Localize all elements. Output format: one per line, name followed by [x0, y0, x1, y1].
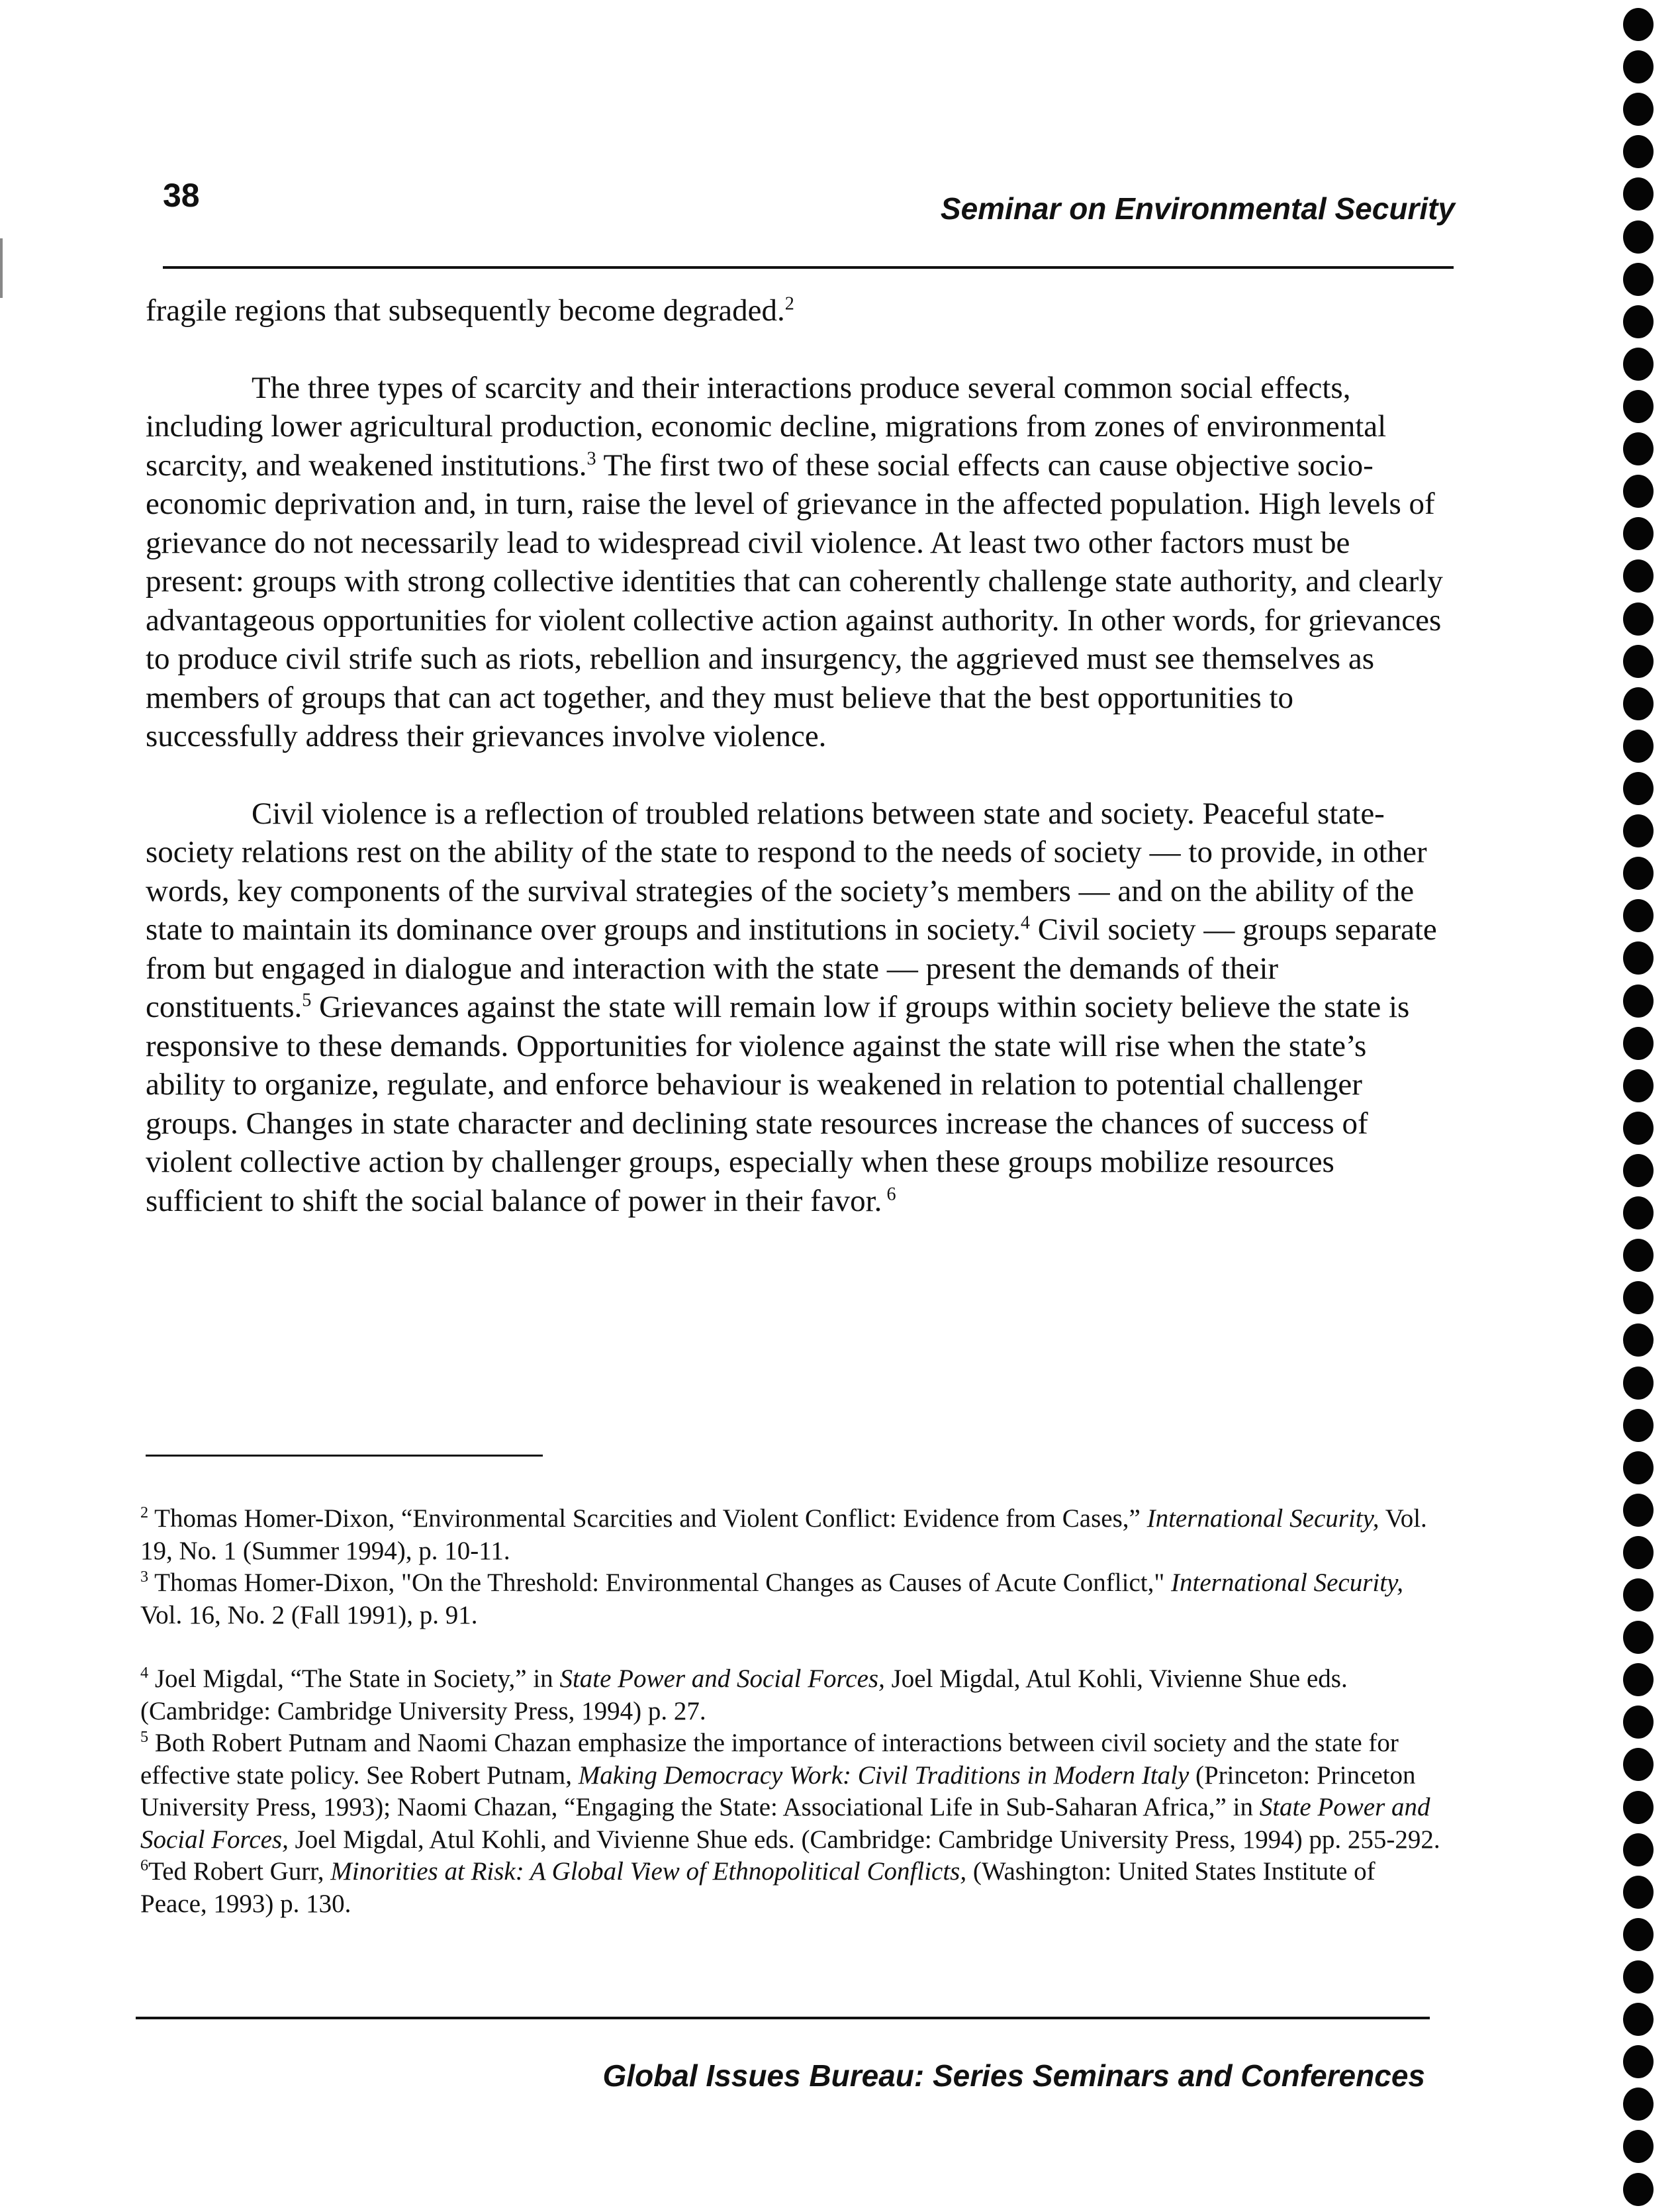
binding-hole	[1623, 772, 1654, 805]
footnote-5: $^5$ Both Robert Putnam and Naomi Chazan emphasize the importance of interactions between civil society and the state for effective state policy. See Robert Putnam, Making Democracy Work: Civil Traditions in Modern Italy (Princeton: Princeton University Press, 1993); Naomi Chazan, “Engaging the State: Associational Life in Sub-Saharan Africa,” in State Power and Social Forces, Joel Migdal, Atul Kohli, and Vivienne Shue eds. (Cambridge: Cambridge University Press, 1994) pp. 255-292.	[140, 1728, 1440, 1854]
binding-hole	[1623, 348, 1654, 381]
binding-hole	[1623, 1833, 1654, 1866]
binding-hole	[1623, 1706, 1654, 1739]
binding-hole	[1623, 475, 1654, 508]
binding-hole	[1623, 263, 1654, 296]
binding-hole	[1623, 1451, 1654, 1484]
binding-hole	[1623, 1494, 1654, 1527]
binding-hole	[1623, 1323, 1654, 1357]
binding-hole	[1623, 390, 1654, 423]
binding-hole	[1623, 135, 1654, 168]
binding-hole	[1623, 305, 1654, 338]
binding-hole	[1623, 941, 1654, 975]
binding-hole	[1623, 1112, 1654, 1145]
paragraph-3: Civil violence is a reflection of troubled relations between state and society. Peaceful state-society relations rest on the ability of the state to respond to the needs of society — to provide, in other words, key components of the survival strategies of the society’s members — and on the ability of the state to maintain its dominance over groups and institutions in society.$^4$ Civil society — groups separate from but engaged in dialogue and interaction with the state — present the demands of their constituents.$^5$ Grievances against the state will remain low if groups within society believe the state is responsive to these demands. Opportunities for violence against the state will rise when the state’s ability to organize, regulate, and enforce behaviour is weakened in relation to potential challenger groups. Changes in state character and declining state resources increase the chances of success of violent collective action by challenger groups, especially when these groups mobilize resources sufficient to shift the social balance of power in their favor. $^6$	[146, 796, 1437, 1218]
binding-hole	[1623, 1239, 1654, 1272]
footnote-6: $^6$Ted Robert Gurr, Minorities at Risk: A Global View of Ethnopolitical Conflicts, (Washington: United States Institute of Peace, 1993) p. 130.	[140, 1856, 1376, 1918]
paragraph-1: fragile regions that subsequently become degraded.$^2$	[146, 293, 794, 328]
binding-hole	[1623, 1748, 1654, 1781]
binding-hole	[1623, 1409, 1654, 1442]
binding-hole	[1623, 559, 1654, 593]
running-footer-title: Global Issues Bureau: Series Seminars and Conferences	[602, 2058, 1425, 2093]
binding-hole	[1623, 1536, 1654, 1569]
scan-margin-mark	[0, 238, 3, 298]
binding-holes	[1623, 8, 1659, 2206]
binding-hole	[1623, 1196, 1654, 1229]
binding-hole	[1623, 8, 1654, 41]
binding-hole	[1623, 730, 1654, 763]
binding-hole	[1623, 814, 1654, 847]
binding-hole	[1623, 50, 1654, 83]
binding-hole	[1623, 2173, 1654, 2206]
binding-hole	[1623, 1876, 1654, 1909]
binding-hole	[1623, 602, 1654, 636]
footnote-ref-4: 4	[1020, 912, 1030, 934]
binding-hole	[1623, 93, 1654, 126]
binding-hole	[1623, 687, 1654, 720]
binding-hole	[1623, 985, 1654, 1018]
binding-hole	[1623, 220, 1654, 254]
binding-hole	[1623, 1027, 1654, 1060]
binding-hole	[1623, 645, 1654, 678]
binding-hole	[1623, 899, 1654, 932]
binding-hole	[1623, 517, 1654, 550]
footnote-ref-5: 5	[302, 990, 312, 1011]
footnote-ref-2: 2	[784, 293, 794, 314]
binding-hole	[1623, 2045, 1654, 2078]
binding-hole	[1623, 1367, 1654, 1400]
binding-hole	[1623, 1960, 1654, 1994]
binding-hole	[1623, 1154, 1654, 1187]
binding-hole	[1623, 432, 1654, 465]
binding-hole	[1623, 1578, 1654, 1611]
footnote-3: $^3$ Thomas Homer-Dixon, "On the Threshold: Environmental Changes as Causes of Acute Conflict," International Security, Vol. 16, No. 2 (Fall 1991), p. 91.	[140, 1568, 1403, 1629]
page-number: 38	[163, 177, 200, 214]
binding-hole	[1623, 1069, 1654, 1102]
footnote-ref-6: 6	[882, 1183, 896, 1204]
binding-hole	[1623, 1918, 1654, 1951]
running-header-title: Seminar on Environmental Security	[940, 191, 1455, 226]
footer-rule	[136, 2017, 1430, 2019]
body-text	[146, 291, 1443, 1220]
binding-hole	[1623, 1663, 1654, 1696]
binding-hole	[1623, 1281, 1654, 1314]
binding-hole	[1623, 1621, 1654, 1654]
footnote-ref-3: 3	[586, 448, 596, 469]
binding-hole	[1623, 177, 1654, 211]
footnote-4: $^4$ Joel Migdal, “The State in Society,” in State Power and Social Forces, Joel Migdal, Atul Kohli, Vivienne Shue eds. (Cambridge: Cambridge University Press, 1994) p. 27.	[140, 1664, 1348, 1725]
footnotes	[140, 1503, 1444, 1920]
binding-hole	[1623, 2088, 1654, 2121]
paragraph-2: The three types of scarcity and their interactions produce several common social effects, including lower agricultural production, economic decline, migrations from zones of environmental scarcity, and weakened institutions.$^3$ The first two of these social effects can cause objective socio-economic deprivation and, in turn, raise the level of grievance in the affected population. High levels of grievance do not necessarily lead to widespread civil violence. At least two other factors must be present: groups with strong collective identities that can coherently challenge state authority, and clearly advantageous opportunities for violent collective action against authority. In other words, for grievances to produce civil strife such as riots, rebellion and insurgency, the aggrieved must see themselves as members of groups that can act together, and they must believe that the best opportunities to successfully address their grievances involve violence.	[146, 370, 1443, 753]
header-rule	[163, 266, 1454, 269]
binding-hole	[1623, 2003, 1654, 2036]
binding-hole	[1623, 857, 1654, 890]
footnote-2: $^2$ Thomas Homer-Dixon, “Environmental Scarcities and Violent Conflict: Evidence from Cases,” International Security, Vol. 19, No. 1 (Summer 1994), p. 10-11.	[140, 1504, 1427, 1565]
binding-hole	[1623, 2130, 1654, 2163]
binding-hole	[1623, 1791, 1654, 1824]
footnote-separator	[146, 1455, 543, 1457]
